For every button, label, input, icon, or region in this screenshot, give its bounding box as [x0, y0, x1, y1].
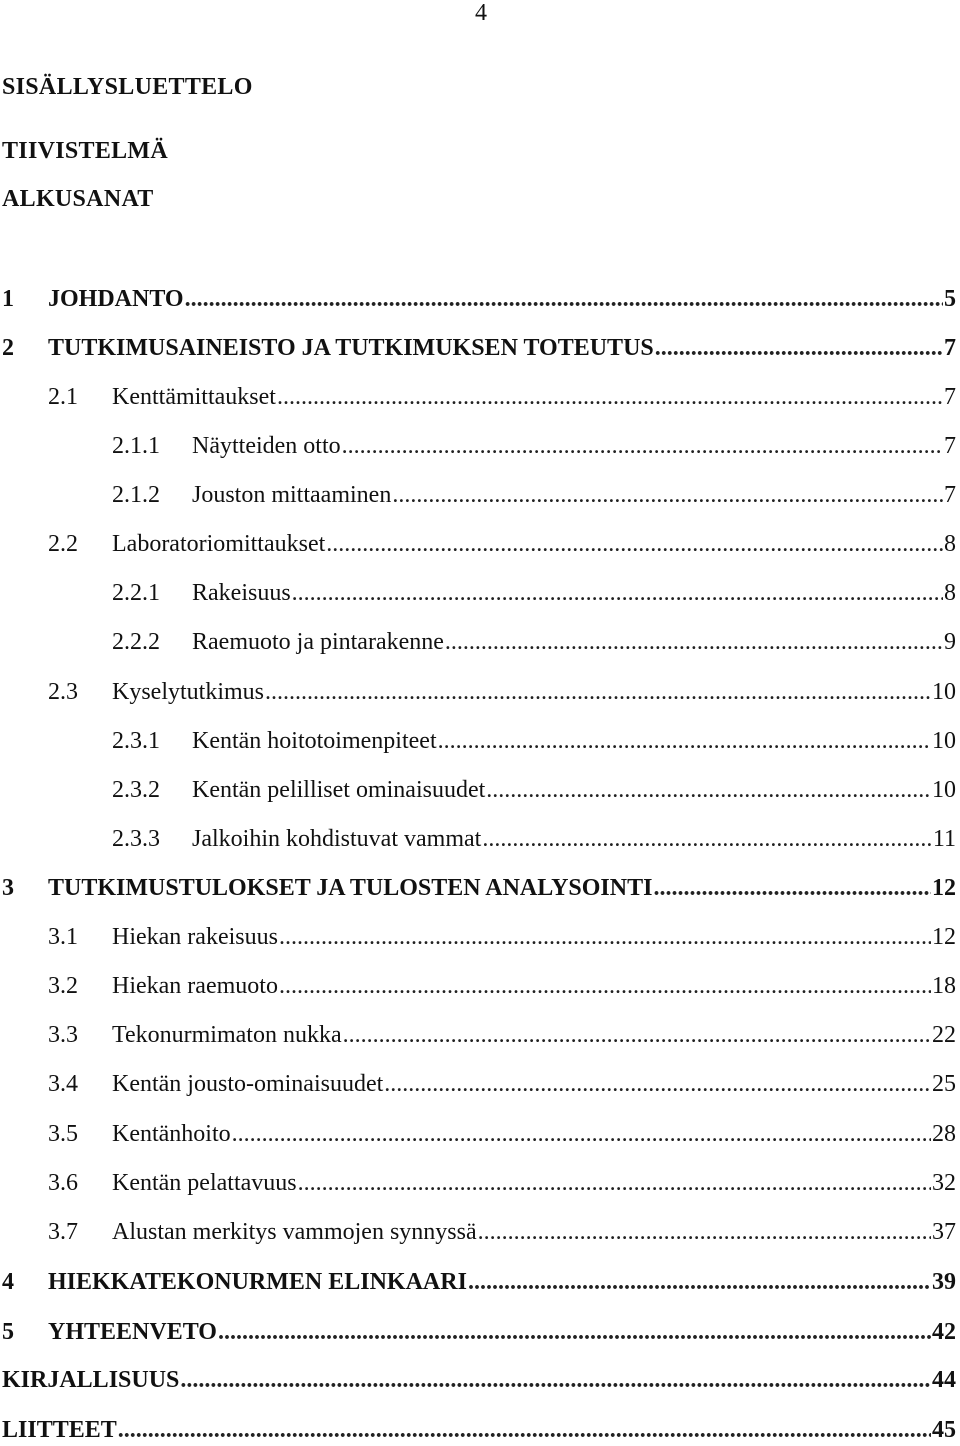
toc-entry[interactable]: [0, 823, 956, 855]
toc-entry[interactable]: [0, 774, 956, 806]
toc-entry[interactable]: [0, 528, 956, 560]
toc-entry-title: Kentänhoito: [112, 1121, 231, 1147]
dot-leader: [342, 430, 943, 462]
toc-entry-title: Alustan merkitys vammojen synnyssä: [112, 1219, 477, 1245]
toc-entry-number: 3.6: [48, 1170, 78, 1196]
toc-entry[interactable]: [0, 430, 956, 462]
toc-entry-title: Raemuoto ja pintarakenne: [192, 629, 444, 655]
toc-entry[interactable]: [0, 577, 956, 609]
toc-entry-title: Tekonurmimaton nukka: [112, 1022, 342, 1048]
toc-entry[interactable]: [0, 1414, 956, 1446]
toc-entry-title: Hiekan raemuoto: [112, 973, 278, 999]
dot-leader: [180, 1364, 931, 1396]
toc-entry-number: 2.2.2: [112, 629, 160, 655]
toc-entry-title: Näytteiden otto: [192, 433, 341, 459]
toc-entry-number: 2.2.1: [112, 580, 160, 606]
toc-entry-number: 3: [2, 875, 14, 901]
toc-entry-title: LIITTEET: [2, 1417, 117, 1443]
toc-entry-page: 11: [932, 826, 956, 852]
toc-entry-title: JOHDANTO: [48, 286, 184, 312]
toc-entry-title: Kentän hoitotoimenpiteet: [192, 728, 437, 754]
dot-leader: [653, 872, 931, 904]
toc-entry[interactable]: [0, 970, 956, 1002]
toc-entry-title: Rakeisuus: [192, 580, 291, 606]
toc-entry-page: 12: [932, 924, 956, 950]
toc-entry-title: Kentän jousto-ominaisuudet: [112, 1071, 384, 1097]
dot-leader: [279, 921, 931, 953]
toc-entry[interactable]: [0, 1068, 956, 1100]
toc-entry-number: 2.1: [48, 384, 78, 410]
toc-entry-page: 39: [932, 1269, 956, 1295]
toc-entry[interactable]: [0, 1316, 956, 1348]
toc-entry-number: 2.3.2: [112, 777, 160, 803]
dot-leader: [265, 676, 931, 708]
toc-entry-number: 3.5: [48, 1121, 78, 1147]
toc-entry-title: Kenttämittaukset: [112, 384, 276, 410]
toc-entry-number: 2.3.1: [112, 728, 160, 754]
toc-entry-title: Jouston mittaaminen: [192, 482, 392, 508]
toc-entry-number: 2: [2, 335, 14, 361]
toc-entry-page: 22: [932, 1022, 956, 1048]
toc-entry-page: 8: [944, 580, 956, 606]
toc-entry-title: Laboratoriomittaukset: [112, 531, 326, 557]
toc-entry-title: HIEKKATEKONURMEN ELINKAARI: [48, 1269, 467, 1295]
toc-entry[interactable]: [0, 283, 956, 315]
toc-entry-title: Kyselytutkimus: [112, 679, 265, 705]
toc-entry-number: 3.3: [48, 1022, 78, 1048]
toc-entry-title: Kentän pelattavuus: [112, 1170, 297, 1196]
toc-entry-page: 7: [944, 384, 956, 410]
toc-entry-title: KIRJALLISUUS: [2, 1367, 180, 1393]
dot-leader: [478, 1216, 931, 1248]
abstract-heading: TIIVISTELMÄ: [2, 138, 169, 164]
dot-leader: [655, 332, 943, 364]
toc-entry[interactable]: [0, 332, 956, 364]
dot-leader: [232, 1118, 931, 1150]
toc-entry[interactable]: [0, 872, 956, 904]
toc-entry-page: 10: [932, 679, 956, 705]
dot-leader: [279, 970, 931, 1002]
toc-entry-page: 44: [932, 1367, 956, 1393]
toc-entry-page: 12: [932, 875, 956, 901]
dot-leader: [185, 283, 943, 315]
toc-entry-page: 10: [932, 777, 956, 803]
dot-leader: [343, 1019, 931, 1051]
toc-entry-title: YHTEENVETO: [48, 1319, 217, 1345]
toc-entry-title: TUTKIMUSAINEISTO JA TUTKIMUKSEN TOTEUTUS: [48, 335, 654, 361]
toc-entry-number: 2.3: [48, 679, 78, 705]
toc-entry[interactable]: [0, 1118, 956, 1150]
toc-entry[interactable]: [0, 1364, 956, 1396]
toc-entry-title: Kentän pelilliset ominaisuudet: [192, 777, 486, 803]
toc-entry-page: 7: [944, 482, 956, 508]
dot-leader: [438, 725, 931, 757]
toc-entry[interactable]: [0, 1167, 956, 1199]
dot-leader: [445, 626, 943, 658]
dot-leader: [392, 479, 943, 511]
toc-entry-page: 28: [932, 1121, 956, 1147]
toc-entry-number: 3.7: [48, 1219, 78, 1245]
dot-leader: [277, 381, 943, 413]
toc-entry-number: 3.1: [48, 924, 78, 950]
toc-entry[interactable]: [0, 479, 956, 511]
toc-entry[interactable]: [0, 1019, 956, 1051]
toc-entry-number: 3.2: [48, 973, 78, 999]
dot-leader: [218, 1316, 931, 1348]
page-number: 4: [475, 0, 487, 26]
toc-entry[interactable]: [0, 1216, 956, 1248]
dot-leader: [326, 528, 943, 560]
dot-leader: [468, 1266, 931, 1298]
toc-entry-number: 5: [2, 1319, 14, 1345]
dot-leader: [486, 774, 931, 806]
toc-entry-page: 42: [932, 1319, 956, 1345]
toc-entry-title: Jalkoihin kohdistuvat vammat: [192, 826, 482, 852]
toc-entry[interactable]: [0, 626, 956, 658]
dot-leader: [292, 577, 943, 609]
toc-entry[interactable]: [0, 381, 956, 413]
dot-leader: [298, 1167, 931, 1199]
toc-entry-page: 25: [932, 1071, 956, 1097]
toc-entry[interactable]: [0, 921, 956, 953]
toc-entry-page: 18: [932, 973, 956, 999]
dot-leader: [118, 1414, 931, 1446]
toc-entry-page: 10: [932, 728, 956, 754]
toc-entry-number: 2.3.3: [112, 826, 160, 852]
toc-entry-page: 5: [944, 286, 956, 312]
toc-heading: SISÄLLYSLUETTELO: [2, 74, 253, 100]
dot-leader: [482, 823, 932, 855]
toc-entry-page: 9: [944, 629, 956, 655]
toc-entry-title: TUTKIMUSTULOKSET JA TULOSTEN ANALYSOINTI: [48, 875, 653, 901]
toc-entry[interactable]: [0, 725, 956, 757]
toc-entry-page: 32: [932, 1170, 956, 1196]
toc-entry-number: 4: [2, 1269, 14, 1295]
toc-entry-title: Hiekan rakeisuus: [112, 924, 278, 950]
dot-leader: [384, 1068, 931, 1100]
toc-entry-number: 2.1.2: [112, 482, 160, 508]
toc-entry-page: 8: [944, 531, 956, 557]
toc-entry-number: 1: [2, 286, 14, 312]
toc-entry[interactable]: [0, 676, 956, 708]
toc-entry-page: 45: [932, 1417, 956, 1443]
toc-entry-number: 2.2: [48, 531, 78, 557]
toc-entry[interactable]: [0, 1266, 956, 1298]
toc-entry-page: 7: [944, 335, 956, 361]
toc-entry-number: 2.1.1: [112, 433, 160, 459]
toc-entry-page: 37: [932, 1219, 956, 1245]
toc-entry-page: 7: [944, 433, 956, 459]
acknowledgements-heading: ALKUSANAT: [2, 186, 154, 212]
toc-entry-number: 3.4: [48, 1071, 78, 1097]
